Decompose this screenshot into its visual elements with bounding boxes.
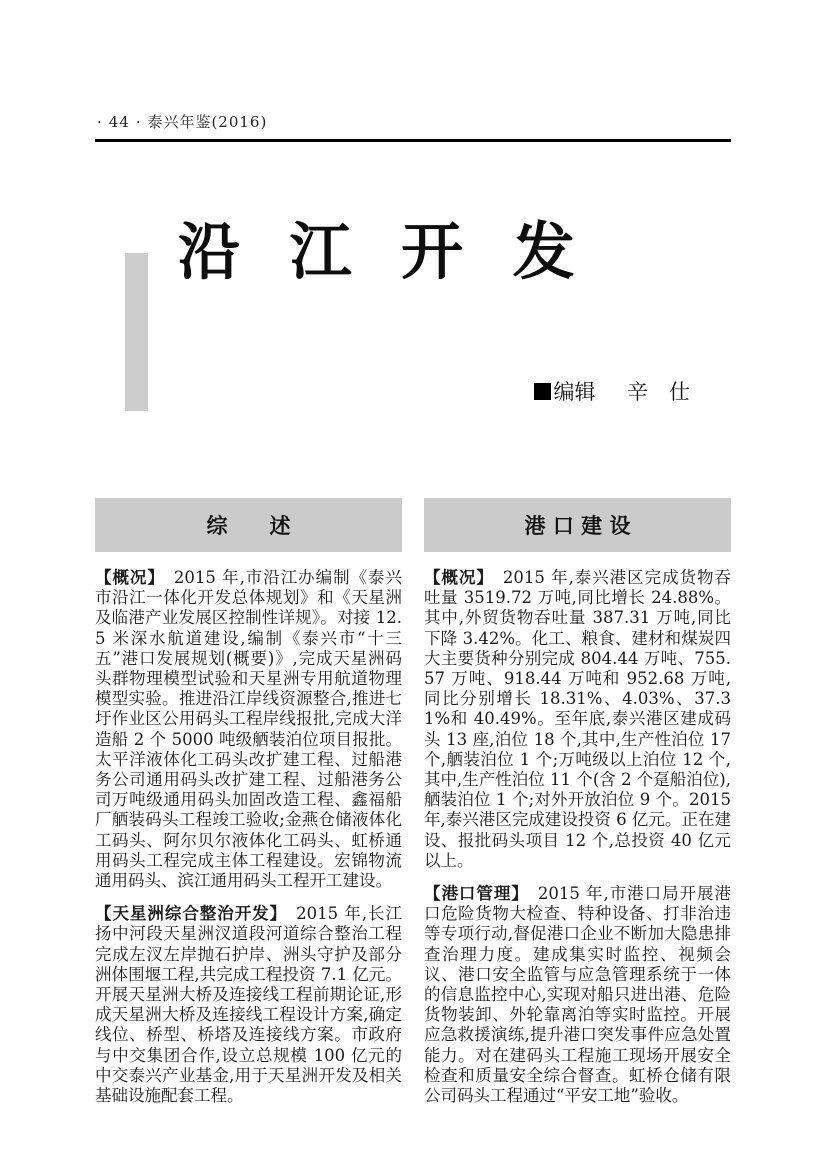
editor-credit	[95, 376, 690, 406]
black-square-icon	[534, 383, 551, 400]
paragraph-text: 2015 年,泰兴港区完成货物吞吐量 3519.72 万吨,同比增长 24.88%。其中,外贸货物吞吐量 387.31 万吨,同比下降 3.42%。化工、粮食、建材和煤炭四大主要货种分别完成 804.44 万吨、755.57 万吨、918.44 万吨和 952.68 万吨,同比分别增长 18.31%、4.03%、37.31%和 40.49%。至年底,泰兴港区建成码头 13 座,泊位 18 个,其中,生产性泊位 17 个,舾装泊位 1 个;万吨级以上泊位 12 个,其中,生产性泊位 11 个(含 2 个趸船泊位),舾装泊位 1 个;对外开放泊位 9 个。2015 年,泰兴港区完成建设投资 6 亿元。正在建设、报批码头项目 12 个,总投资 40 亿元以上。	[424, 568, 732, 870]
paragraph-tianxingzhou	[95, 904, 402, 1106]
paragraph-text: 2015 年,市港口局开展港口危险货物大检查、特种设备、打非治违等专项行动,督促港口企业不断加大隐患排查治理力度。建成集实时监控、视频会议、港口安全监管与应急管理系统于一体的信息监控中心,实现对船只进出港、危险货物装卸、外轮靠离泊等实时监控。开展应急救援演练,提升港口突发事件应急处置能力。对在建码头工程施工现场开展安全检查和质量安全综合督查。虹桥仓储有限公司码头工程通过“平安工地”验收。	[424, 884, 731, 1106]
chapter-title: 沿 江 开 发	[178, 215, 589, 288]
column-port-construction	[424, 498, 731, 1119]
editor-name: 辛 仕	[627, 380, 690, 404]
paragraph-text: 2015 年,长江扬中河段天星洲汊道段河道综合整治工程完成左汊左岸抛石护岸、洲头守护及部分洲体围堰工程,共完成工程投资 7.1 亿元。开展天星洲大桥及连接线工程前期论证,形成天星洲大桥及连接线工程设计方案,确定线位、桥型、桥塔及连接线方案。市政府与中交集团合作,设立总规模 100 亿元的中交泰兴产业基金,用于天星洲开发及相关基础设施配套工程。	[95, 904, 403, 1106]
running-head	[97, 111, 730, 132]
header-rule	[95, 139, 731, 142]
paragraph-text: 2015 年,市沿江办编制《泰兴市沿江一体化开发总体规划》和《天星洲及临港产业发展区控制性详规》。对接 12.5 米深水航道建设,编制《泰兴市“十三五”港口发展规划(概要)》,完成天星洲码头群物理模型试验和天星洲专用航道物理模型实验。推进沿江岸线资源整合,推进七圩作业区公用码头工程岸线报批,完成大洋造船 2 个 5000 吨级舾装泊位项目报批。太平洋液体化工码头改扩建工程、过船港务公司通用码头改扩建工程、过船港务公司万吨级通用码头加固改造工程、鑫福船厂舾装码头工程竣工验收;金燕仓储液体化工码头、阿尔贝尔液体化工码头、虹桥通用码头工程完成主体工程建设。宏锦物流通用码头、滨江通用码头工程开工建设。	[95, 568, 403, 891]
column-overview	[95, 498, 402, 1119]
page-marker-dot-left: ·	[97, 113, 103, 131]
paragraph-tag: 【概况】	[424, 568, 494, 587]
paragraph-port-general	[424, 568, 731, 871]
body-columns	[95, 498, 731, 1119]
paragraph-tag: 【天星洲综合整治开发】	[95, 904, 288, 924]
paragraph-overview-general	[95, 568, 402, 891]
page-marker-dot-right: ·	[135, 113, 142, 131]
book-title: 泰兴年鉴(2016)	[147, 113, 268, 131]
editor-label: 编辑	[553, 380, 596, 404]
paragraph-tag: 【港口管理】	[424, 884, 529, 904]
section-title-port: 港 口 建 设	[524, 513, 631, 538]
page-number: 44	[108, 113, 130, 131]
section-header-overview	[95, 498, 402, 552]
paragraph-tag: 【概况】	[95, 568, 165, 587]
section-header-port	[424, 498, 731, 552]
section-title-overview: 综 述	[206, 513, 291, 538]
paragraph-port-management	[424, 884, 731, 1106]
